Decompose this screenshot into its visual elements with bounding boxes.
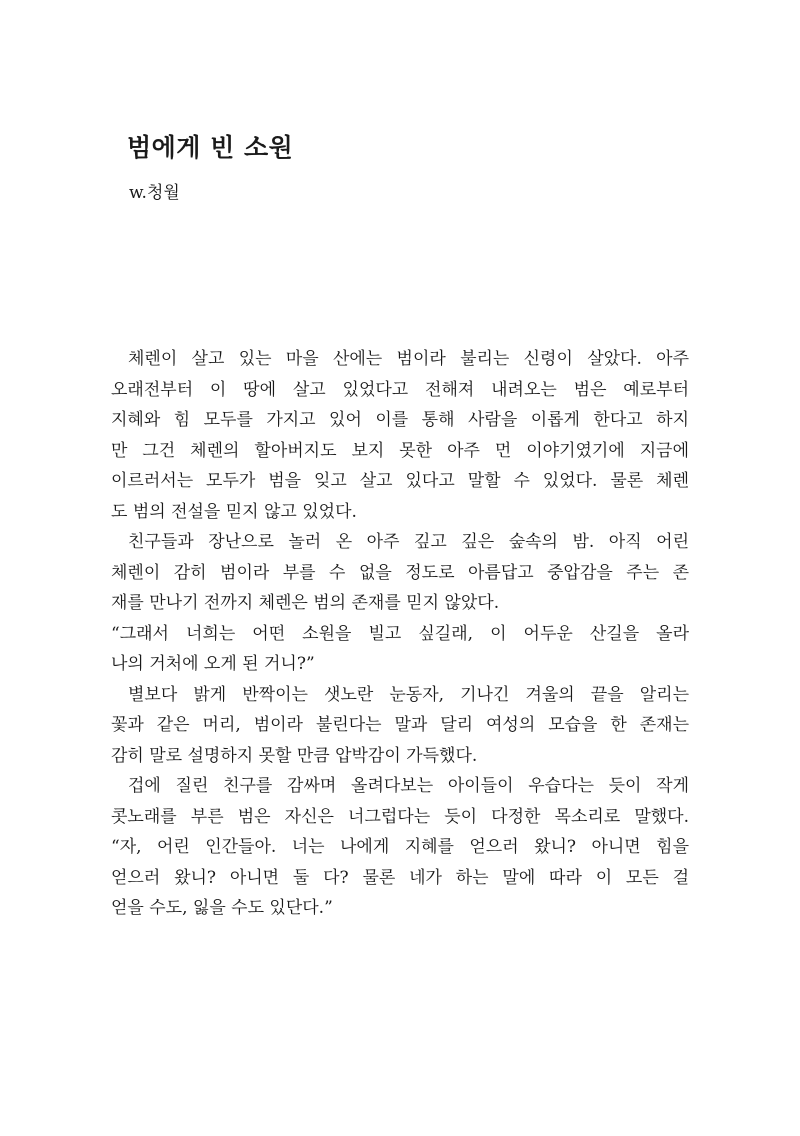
story-body: [111, 344, 689, 924]
text-line: 오래전부터 이 땅에 살고 있었다고 전해져 내려오는 범은 예로부터: [111, 379, 689, 400]
text-line: 겁에 질린 친구를 감싸며 올려다보는 아이들이 우습다는 듯이 작게: [128, 776, 689, 796]
text-line: “그래서 너희는 어떤 소원을 빌고 싶길래, 이 어두운 산길을 올라: [111, 623, 689, 644]
text-line: 꽃과 같은 머리, 범이라 불린다는 말과 달리 여성의 모습을 한 존재는: [111, 715, 689, 735]
text-line: 얻을 수도, 잃을 수도 있단다.”: [111, 898, 333, 918]
text-line: 별보다 밝게 반짝이는 샛노란 눈동자, 기나긴 겨울의 끝을 알리는: [128, 684, 689, 705]
text-line: 감히 말로 설명하지 못할 만큼 압박감이 가득했다.: [111, 745, 478, 766]
text-line: 체렌이 감히 범이라 부를 수 없을 정도로 아름답고 중압감을 주는 존: [111, 562, 689, 583]
text-line: 친구들과 장난으로 놀러 온 아주 깊고 깊은 숲속의 밤. 아직 어린: [128, 532, 689, 552]
author-byline: w.청월: [129, 183, 180, 203]
text-line: 재를 만나기 전까지 체렌은 범의 존재를 믿지 않았다.: [111, 593, 500, 613]
text-line: 나의 거처에 오게 된 거니?”: [111, 654, 315, 674]
text-line: 콧노래를 부른 범은 자신은 너그럽다는 듯이 다정한 목소리로 말했다.: [111, 806, 689, 827]
text-line: “자, 어린 인간들아. 너는 나에게 지혜를 얻으러 왔니? 아니면 힘을: [111, 837, 689, 857]
document-title: 범에게 빈 소원: [127, 133, 294, 162]
text-line: 만 그건 체렌의 할아버지도 보지 못한 아주 먼 이야기였기에 지금에: [111, 440, 689, 461]
text-line: 이르러서는 모두가 범을 잊고 살고 있다고 말할 수 있었다. 물론 체렌: [111, 471, 689, 491]
text-line: 지혜와 힘 모두를 가지고 있어 이를 통해 사람을 이롭게 한다고 하지: [111, 410, 689, 430]
text-line: 얻으러 왔니? 아니면 둘 다? 물론 네가 하는 말에 따라 이 모든 걸: [111, 867, 689, 888]
text-line: 도 범의 전설을 믿지 않고 있었다.: [111, 501, 357, 522]
text-line: 체렌이 살고 있는 마을 산에는 범이라 불리는 신령이 살았다. 아주: [128, 349, 689, 369]
